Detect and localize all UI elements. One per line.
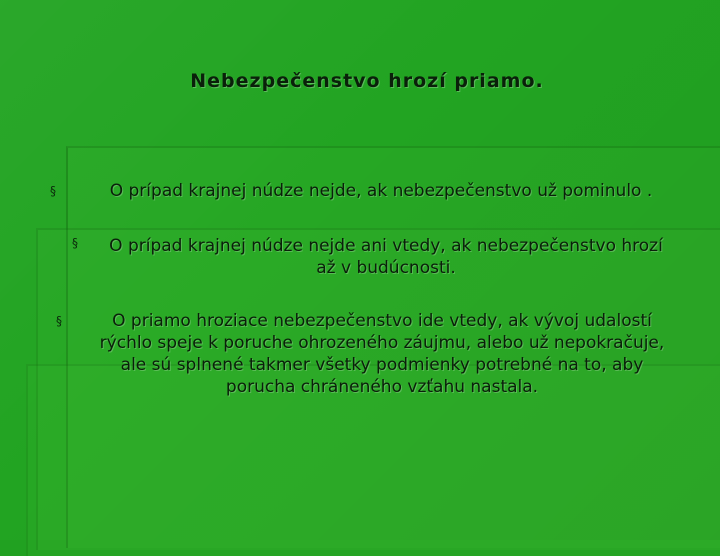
bullet-text-3: O priamo hroziace nebezpečenstvo ide vtedy, ak vývoj udalostí rýchlo speje k poruche ohrozeného záujmu, alebo už nepokračuje, ale sú splnené takmer všetky podmienky potrebné na to, aby porucha chráneného vzťahu nastala. bbox=[99, 311, 665, 397]
bullet-icon: § bbox=[56, 314, 62, 328]
bullet-icon: § bbox=[72, 236, 78, 250]
bullet-text-2: O prípad krajnej núdze nejde ani vtedy, ak nebezpečenstvo hrozí až v budúcnosti. bbox=[109, 236, 663, 278]
slide-title: Nebezpečenstvo hrozí priamo. bbox=[190, 70, 544, 92]
bullet-icon: § bbox=[50, 184, 56, 198]
bullet-text-1: O prípad krajnej núdze nejde, ak nebezpečenstvo už pominulo . bbox=[109, 181, 653, 201]
